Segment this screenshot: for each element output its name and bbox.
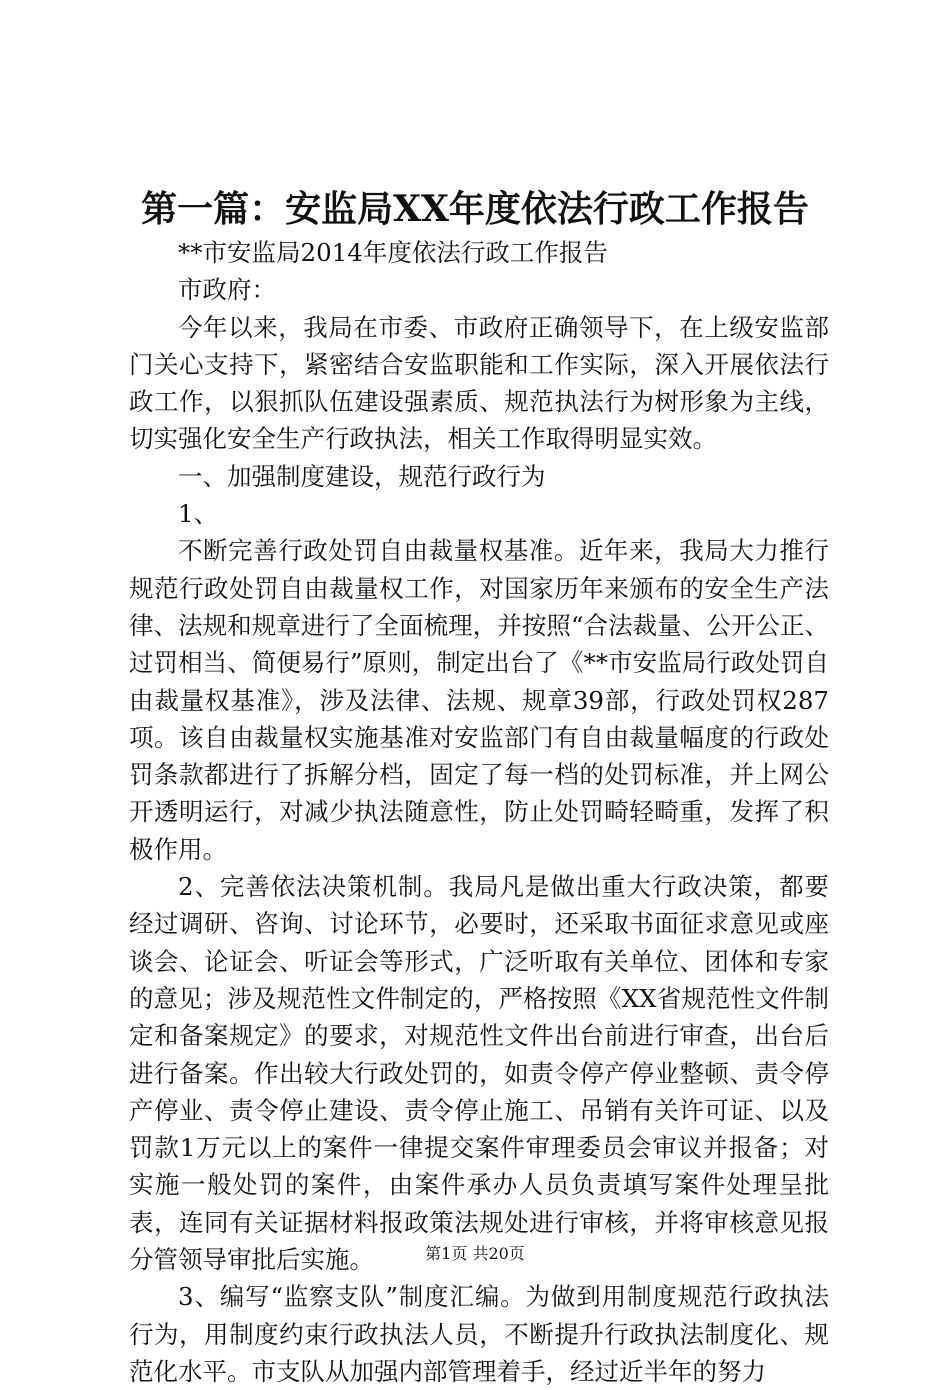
document-title: 第一篇：安监局XX年度依法行政工作报告 [141, 188, 809, 230]
item-number-1: 1、 [178, 499, 219, 529]
document-body [129, 234, 829, 1390]
paragraph-item-1: 不断完善行政处罚自由裁量权基准。近年来，我局大力推行规范行政处罚自由裁量权工作，对国家历年来颁布的安全生产法律、法规和规章进行了全面梳理，并按照“合法裁量、公开公正、过罚相当、简便易行”原则，制定出台了《**市安监局行政处罚自由裁量权基准》，涉及法律、法规、规章39部，行政处罚权287项。该自由裁量权实施基准对安监部门有自由裁量幅度的行政处罚条款都进行了拆解分档，固定了每一档的处罚标准，并上网公开透明运行，对减少执法随意性，防止处罚畸轻畸重，发挥了积极作用。 [129, 536, 829, 864]
section-heading-1: 一、加强制度建设，规范行政行为 [178, 461, 546, 491]
paragraph-intro: 今年以来，我局在市委、市政府正确领导下，在上级安监部门关心支持下，紧密结合安监职能和工作实际，深入开展依法行政工作，以狠抓队伍建设强素质、规范执法行为树形象为主线，切实强化安全生产行政执法，相关工作取得明显实效。 [129, 312, 829, 454]
paragraph-item-2: 2、完善依法决策机制。我局凡是做出重大行政决策，都要经过调研、咨询、讨论环节，必要时，还采取书面征求意见或座谈会、论证会、听证会等形式，广泛听取有关单位、团体和专家的意见；涉及规范性文件制定的，严格按照《XX省规范性文件制定和备案规定》的要求，对规范性文件出台前进行审查，出台后进行备案。作出较大行政处罚的，如责令停产停业整顿、责令停产停业、责令停止建设、责令停止施工、吊销有关许可证、以及罚款1万元以上的案件一律提交案件审理委员会审议并报备；对实施一般处罚的案件，由案件承办人员负责填写案件处理呈批表，连同有关证据材料报政策法规处进行审核，并将审核意见报分管领导审批后实施。 [129, 872, 829, 1275]
page-footer: 第1页 共20页 [425, 1244, 525, 1263]
salutation: 市政府： [178, 275, 276, 305]
paragraph-item-3: 3、编写“监察支队”制度汇编。为做到用制度规范行政执法行为，用制度约束行政执法人员，不断提升行政执法制度化、规范化水平。市支队从加强内部管理着手，经过近半年的努力 [129, 1282, 829, 1386]
report-subtitle: **市安监局2014年度依法行政工作报告 [178, 238, 608, 267]
